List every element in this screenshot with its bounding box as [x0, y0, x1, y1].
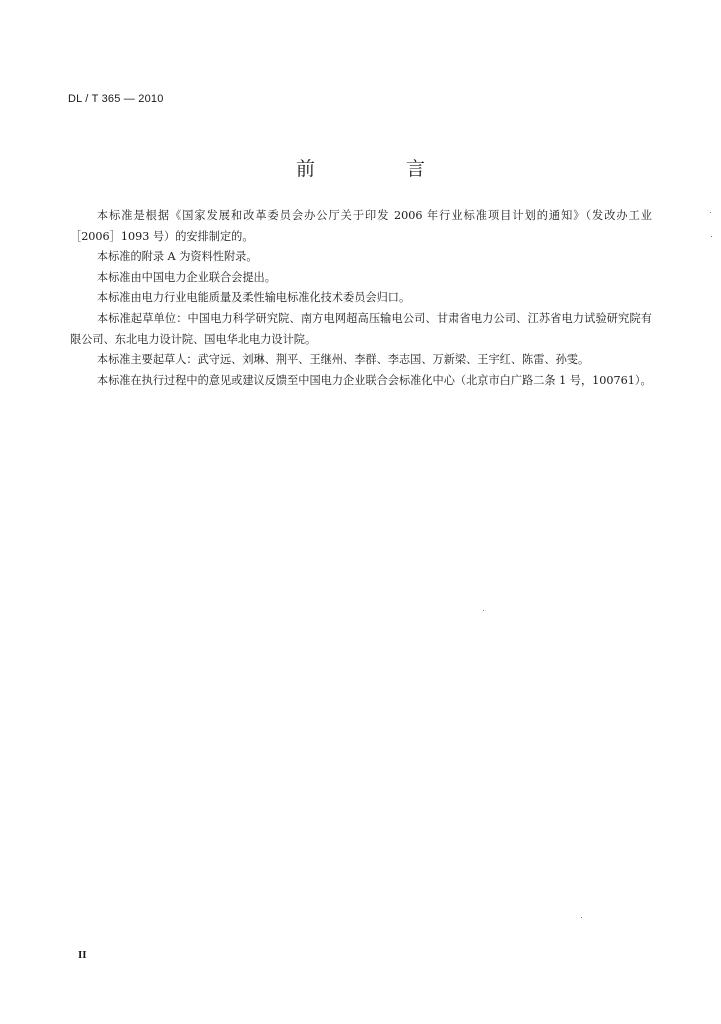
paragraph-committee: 本标准由电力行业电能质量及柔性输电标准化技术委员会归口。 — [96, 291, 411, 305]
paragraph-drafters: 本标准主要起草人：武守远、刘琳、荆平、王继州、李群、李志国、万新梁、王宇红、陈雷、孙雯。 — [96, 353, 590, 367]
foreword-body — [70, 206, 652, 391]
page-number: II — [78, 949, 87, 961]
page-title: 前 言 — [295, 158, 461, 180]
paragraph-drafting-units: 本标准起草单位：中国电力科学研究院、南方电网超高压输电公司、甘肃省电力公司、江苏省电力试验研究院有限公司、东北电力设计院、国电华北电力设计院。 — [70, 311, 652, 346]
scan-speck — [483, 610, 484, 611]
scan-speck — [711, 236, 712, 237]
scan-speck — [581, 917, 582, 918]
paragraph-feedback: 本标准在执行过程中的意见或建议反馈至中国电力企业联合会标准化中心（北京市白广路二条 1 号，100761）。 — [96, 373, 652, 387]
scan-speck — [710, 212, 711, 213]
paragraph-appendix: 本标准的附录 A 为资料性附录。 — [96, 250, 258, 264]
paragraph-basis: 本标准是根据《国家发展和改革委员会办公厅关于印发 2006 年行业标准项目计划的通知》（发改办工业［2006］1093 号）的安排制定的。 — [70, 209, 652, 243]
paragraph-proposer: 本标准由中国电力企业联合会提出。 — [96, 270, 276, 284]
standard-code: DL / T 365 — 2010 — [68, 93, 164, 105]
